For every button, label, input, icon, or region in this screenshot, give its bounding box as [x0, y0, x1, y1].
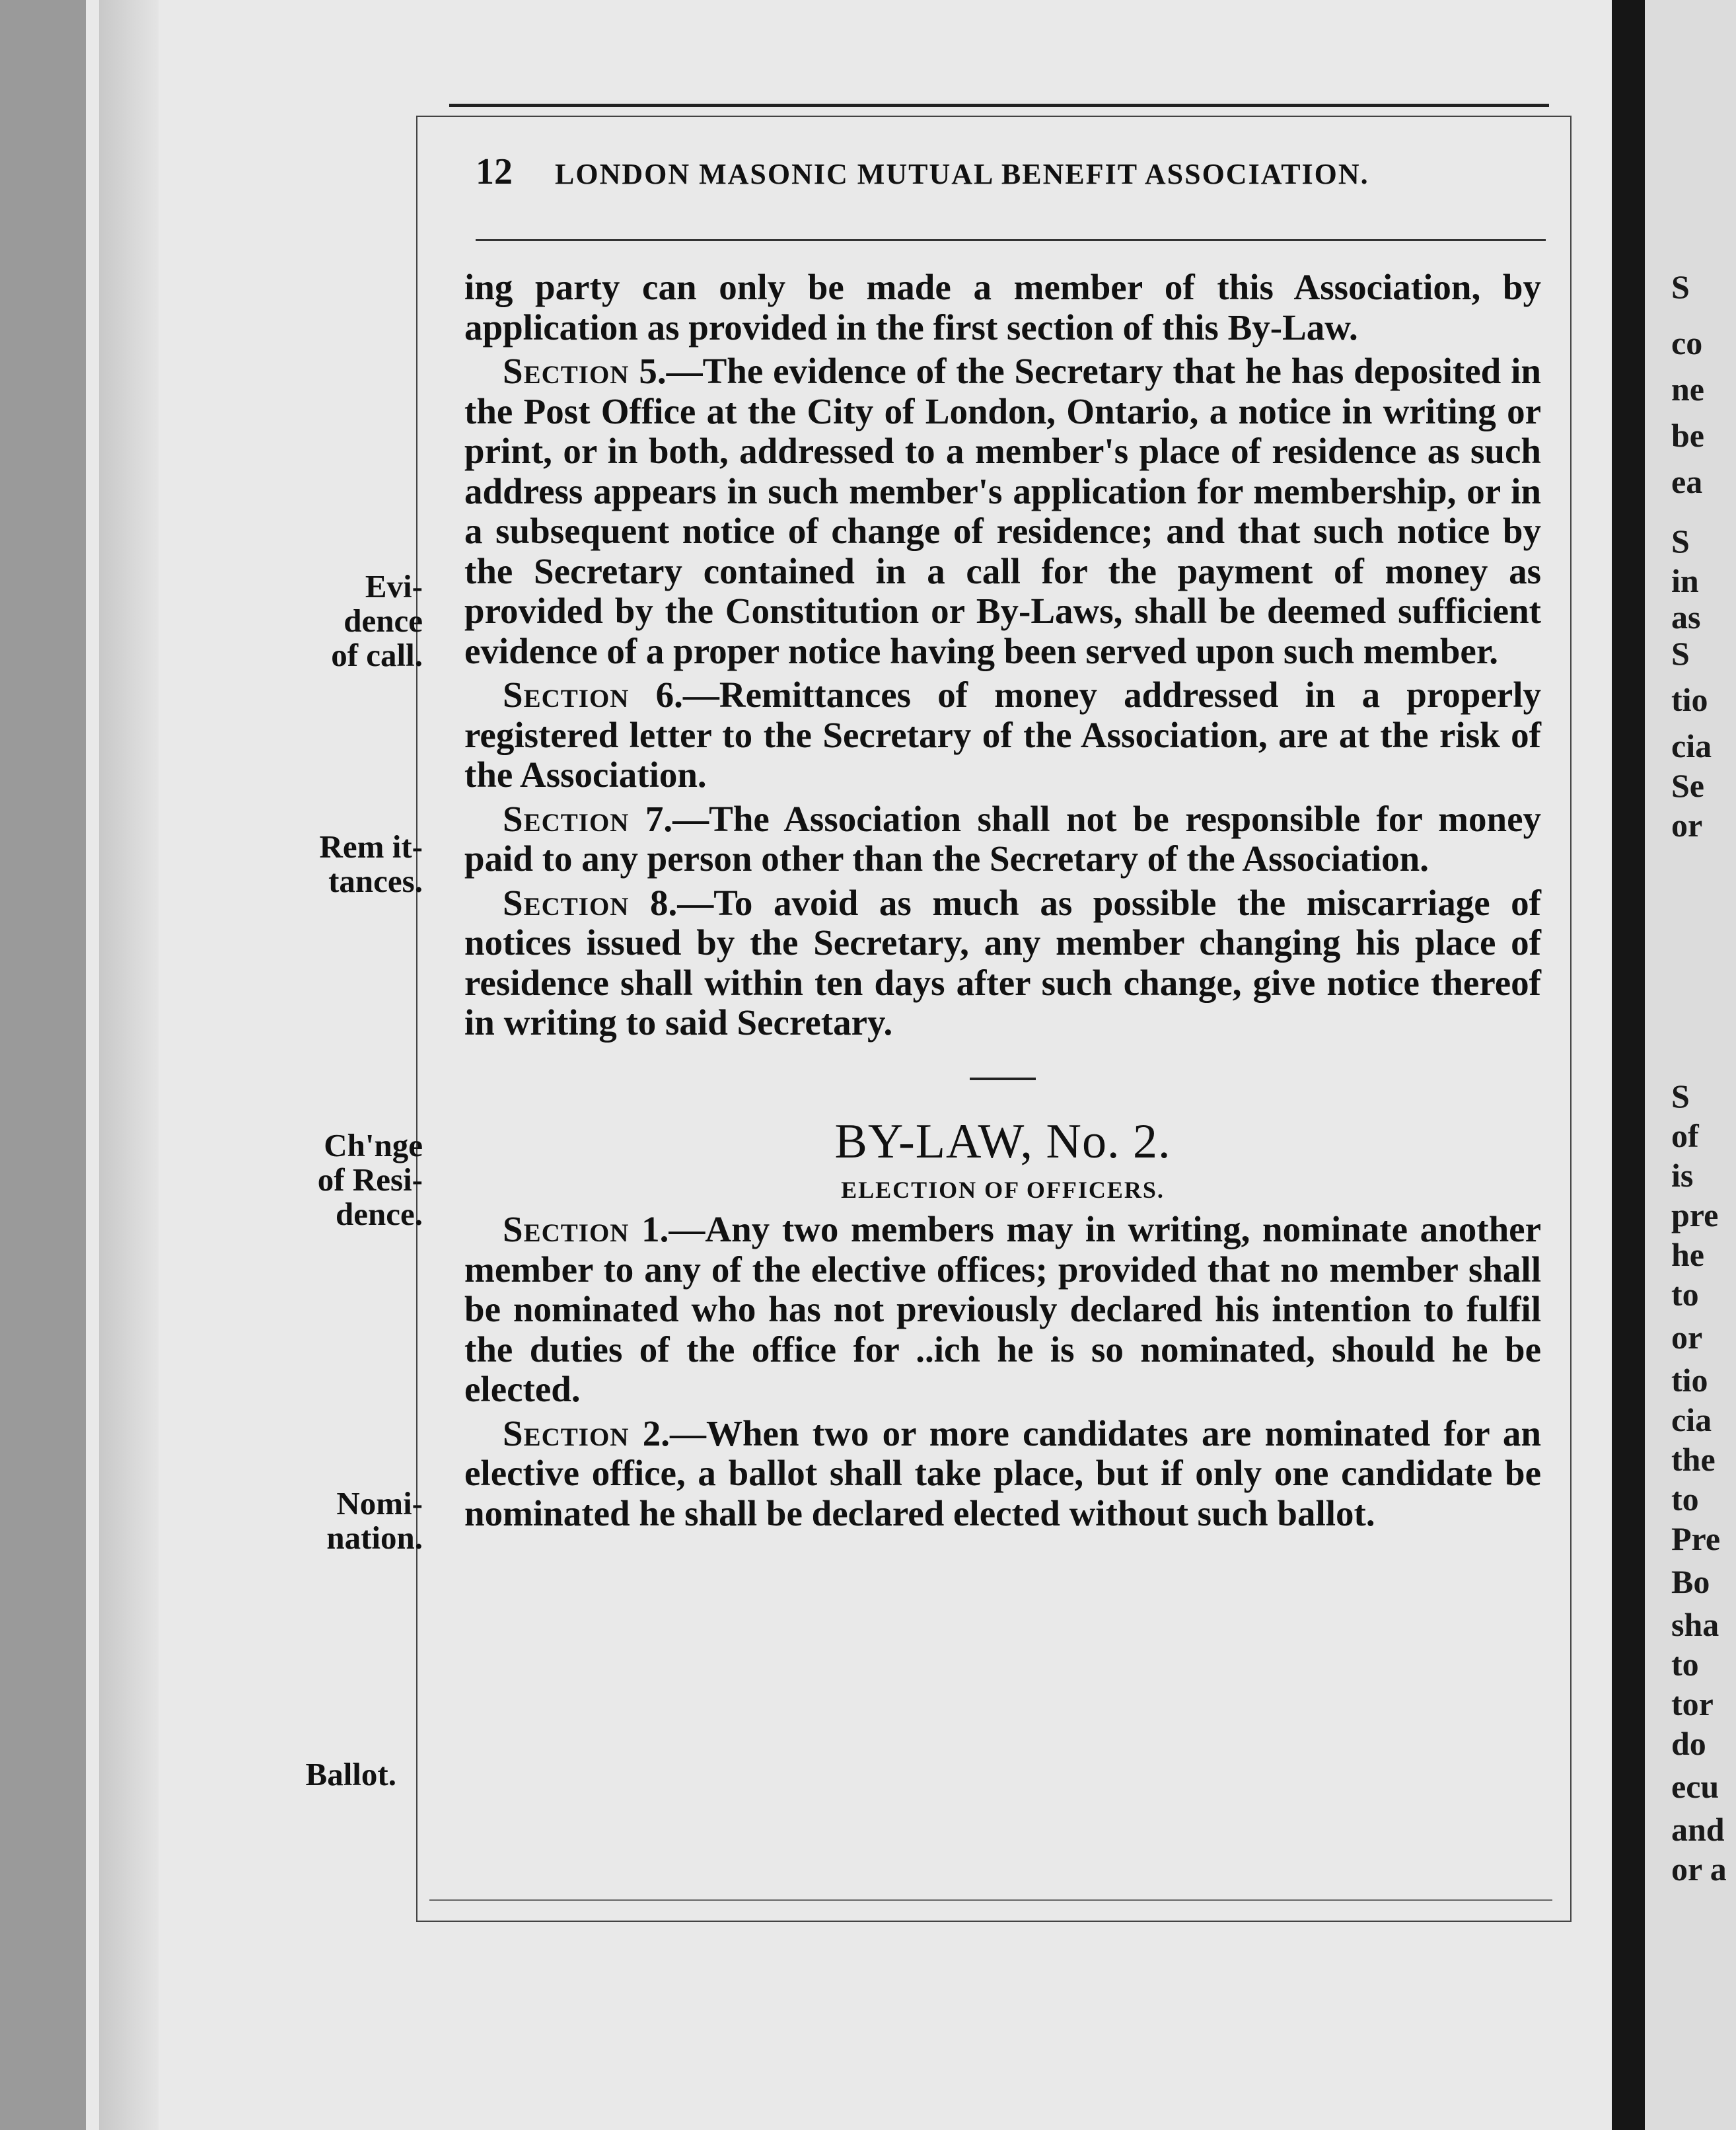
next-page-text-fragment: to	[1671, 1276, 1699, 1313]
page-edge-shadow	[99, 0, 159, 2130]
next-page-text-fragment: Se	[1671, 767, 1704, 804]
running-head: LONDON MASONIC MUTUAL BENEFIT ASSOCIATION.	[555, 158, 1369, 190]
header-rule	[476, 239, 1546, 241]
section-label: Section	[503, 1209, 630, 1249]
next-page-text-fragment: of	[1671, 1117, 1699, 1154]
next-page-text-fragment: in	[1671, 562, 1699, 599]
next-page-text-fragment: co	[1671, 324, 1703, 361]
next-page-text-fragment: be	[1671, 417, 1704, 454]
next-page-text-fragment: he	[1671, 1236, 1704, 1273]
margin-note-line: Rem it-	[319, 828, 423, 865]
margin-note-line: of Resi-	[317, 1161, 423, 1198]
footer-rule	[429, 1899, 1552, 1901]
margin-note-line: Ballot.	[305, 1756, 396, 1792]
next-page-text-fragment: ea	[1671, 463, 1703, 500]
bylaw2-section-2-text: 2.—When two or more candidates are nominated for an elective office, a ballot shall take place, but if only one candidate be nominated he shall be declared elected without such ballot.	[464, 1413, 1541, 1533]
next-page-text-fragment: S	[1671, 523, 1690, 560]
next-page-text-fragment: ecu	[1671, 1768, 1719, 1805]
bylaw2-section-1-text: 1.—Any two members may in writing, nominate another member to any of the elective offices; provided that no member shall be nominated who has not previously declared his intention to fulfil the duties of the office for ..ich he is so nominated, should he be elected.	[464, 1209, 1541, 1409]
bylaw-subtitle: ELECTION OF OFFICERS.	[841, 1176, 1165, 1203]
next-page-text-fragment: S	[1671, 635, 1690, 672]
next-page-text-fragment: ne	[1671, 371, 1704, 408]
section-7	[464, 799, 1541, 879]
next-page-text-fragment: to	[1671, 1481, 1699, 1518]
section-label: Section	[503, 675, 630, 715]
margin-note-line: tances.	[328, 863, 423, 899]
section-6-text: 6.—Remittances of money addressed in a properly registered letter to the Secretary of the Association, are at the risk of the Association.	[464, 675, 1541, 795]
margin-note-remittances	[291, 830, 423, 899]
section-label: Section	[503, 351, 630, 391]
margin-note-ballot	[264, 1757, 396, 1792]
margin-note-line: of call.	[331, 637, 423, 673]
next-page-text-fragment: as	[1671, 599, 1701, 636]
section-divider	[970, 1078, 1036, 1080]
next-page-text-fragment: or	[1671, 807, 1703, 844]
section-label: Section	[503, 1413, 630, 1453]
continuation-paragraph: ing party can only be made a member of this Association, by application as provided in the first section of this By-Law.	[464, 267, 1541, 348]
next-page-text-fragment: the	[1671, 1441, 1716, 1478]
next-page-text-fragment: Pre	[1671, 1520, 1721, 1557]
next-page-text-fragment: is	[1671, 1157, 1694, 1194]
page-body	[464, 268, 1541, 1533]
section-label: Section	[503, 798, 630, 839]
next-page-text-fragment: tio	[1671, 1362, 1708, 1399]
section-8	[464, 883, 1541, 1043]
next-page-text-fragment: and	[1671, 1811, 1725, 1848]
next-page-text-fragment: cia	[1671, 727, 1712, 764]
next-page-text-fragment: tor	[1671, 1685, 1714, 1722]
margin-note-nomination	[291, 1487, 423, 1555]
next-page-text-fragment: to	[1671, 1646, 1699, 1683]
next-page-text-fragment: or	[1671, 1319, 1703, 1356]
next-page-text-fragment: do	[1671, 1725, 1706, 1762]
next-page-text-fragment: Bo	[1671, 1563, 1710, 1600]
top-rule	[449, 104, 1549, 107]
bylaw2-section-1	[464, 1210, 1541, 1410]
next-page-text-fragment: sha	[1671, 1606, 1719, 1643]
page-number: 12	[476, 151, 513, 192]
margin-note-line: Nomi-	[336, 1485, 423, 1522]
bylaw2-section-2	[464, 1414, 1541, 1534]
section-5-text: 5.—The evidence of the Secretary that he has deposited in the Post Office at the City of London, Ontario, a notice in writing or print, or in both, addressed to a member's place of residence as such address appears in such member's application for membership, or in a subsequent notice of change of residence; and that such notice by the Secretary contained in a call for the payment of money as provided by the Constitution or By-Laws, shall be deemed sufficient evidence of a proper notice having been served upon such member.	[464, 351, 1541, 671]
section-8-text: 8.—To avoid as much as possible the miscarriage of notices issued by the Secretary, any member changing his place of residence shall within ten days after such change, give notice thereof in writing to said Secretary.	[464, 882, 1541, 1043]
next-page-text-fragment: S	[1671, 268, 1690, 305]
next-page-text-fragment: S	[1671, 1078, 1690, 1115]
book-spine-gutter	[1612, 0, 1645, 2130]
margin-note-line: dence	[344, 603, 423, 639]
margin-note-line: nation.	[326, 1520, 423, 1556]
section-5	[464, 351, 1541, 671]
section-6	[464, 675, 1541, 795]
margin-note-evidence-of-call	[291, 569, 423, 673]
margin-note-change-of-residence	[291, 1128, 423, 1231]
margin-note-line: dence.	[336, 1196, 423, 1232]
bylaw-title: BY-LAW, No. 2.	[834, 1114, 1171, 1169]
next-page-text-fragment: cia	[1671, 1401, 1712, 1438]
margin-note-line: Ch'nge	[324, 1127, 423, 1163]
section-7-text: 7.—The Association shall not be responsible for money paid to any person other than the Secretary of the Association.	[464, 798, 1541, 879]
next-page-fragment	[1645, 0, 1736, 2130]
section-label: Section	[503, 882, 630, 923]
next-page-text-fragment: tio	[1671, 681, 1708, 718]
page-header	[476, 151, 1546, 197]
next-page-text-fragment: pre	[1671, 1196, 1719, 1233]
next-page-text-fragment: or a	[1671, 1851, 1727, 1888]
margin-note-line: Evi-	[365, 568, 423, 605]
